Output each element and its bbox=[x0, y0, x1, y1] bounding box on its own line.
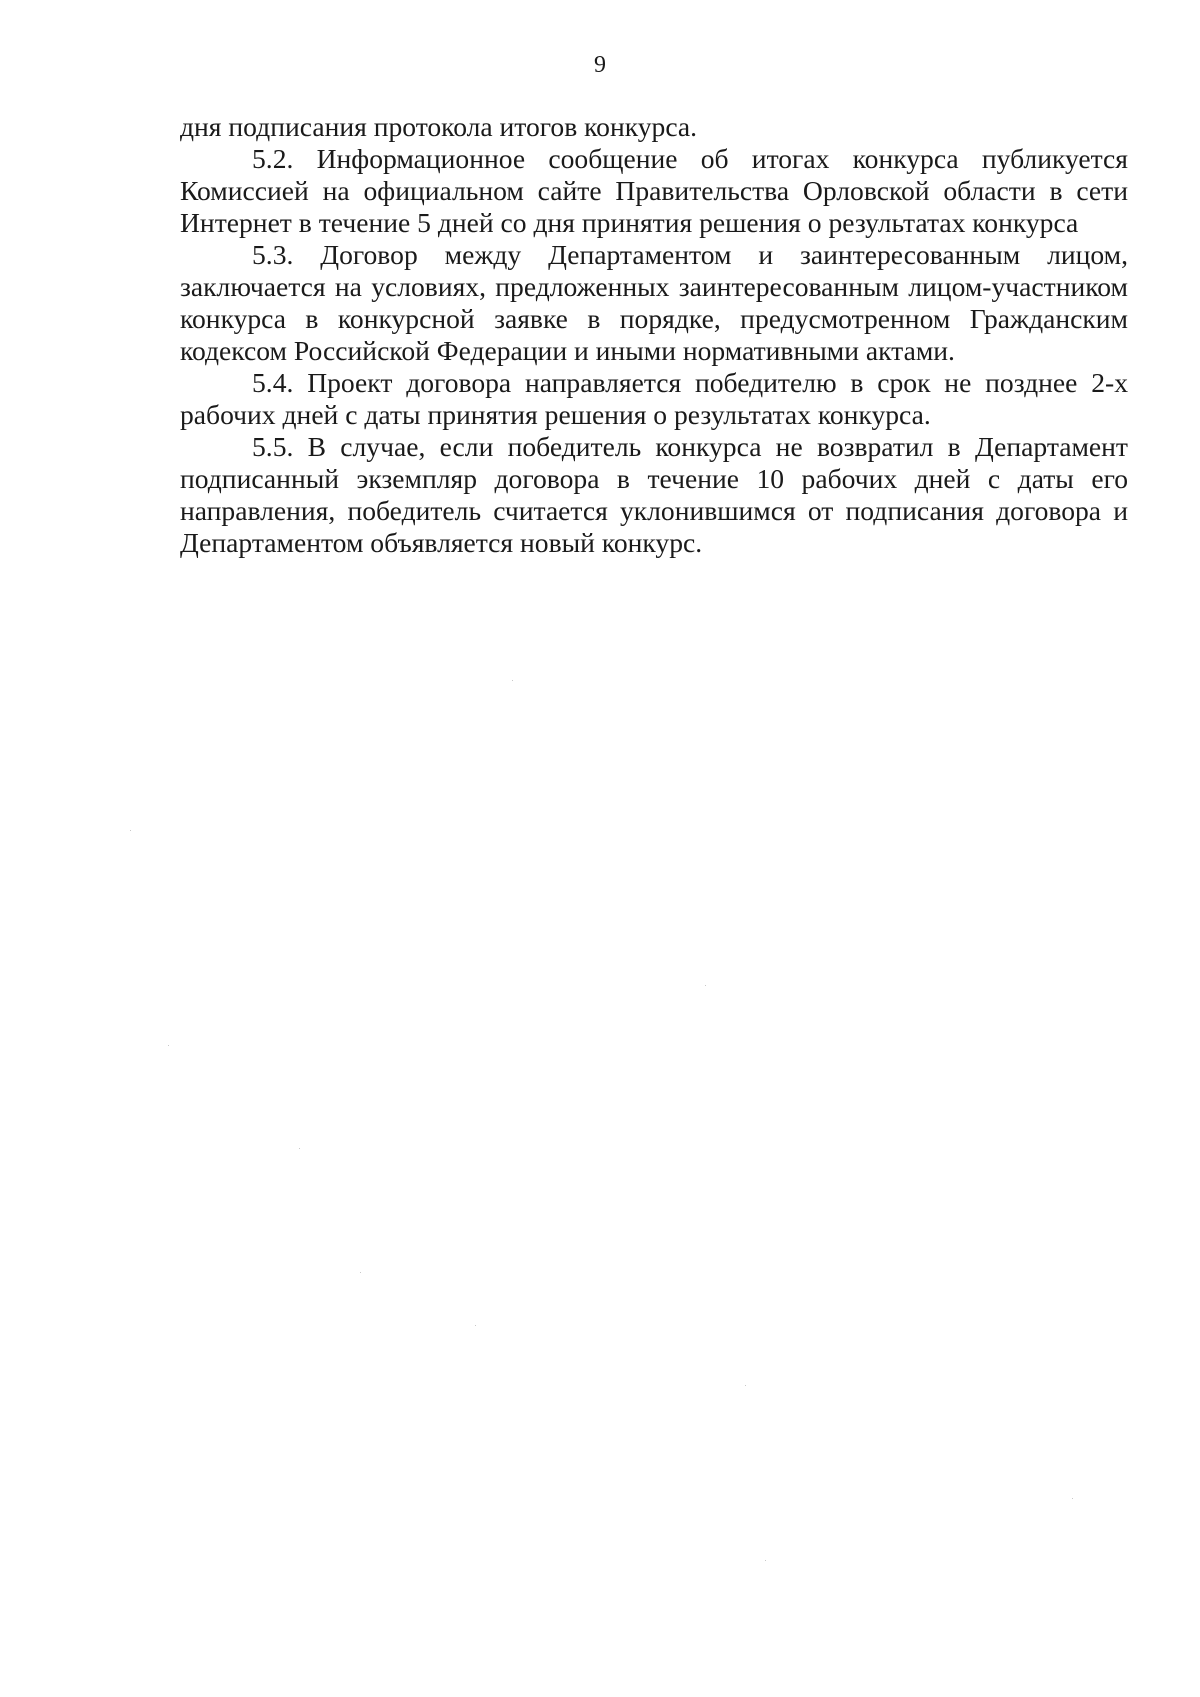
document-body bbox=[180, 111, 1128, 559]
scan-speck bbox=[1072, 1498, 1073, 1499]
scan-speck bbox=[130, 830, 131, 831]
scan-speck bbox=[168, 1045, 169, 1046]
paragraph-continuation: дня подписания протокола итогов конкурса. bbox=[180, 111, 698, 142]
paragraph-5-2: 5.2. Информационное сообщение об итогах конкурса публикуется Комиссией на официальном сайте Правительства Орловской области в сети Интернет в течение 5 дней со дня принятия решения о результатах конкурса bbox=[180, 143, 1128, 238]
paragraph-5-5: 5.5. В случае, если победитель конкурса не возвратил в Департамент подписанный экземпляр договора в течение 10 рабочих дней с даты его направления, победитель считается уклонившимся от подписания договора и Департаментом объявляется новый конкурс. bbox=[180, 431, 1128, 558]
scan-speck bbox=[360, 1272, 361, 1273]
scan-speck bbox=[705, 985, 706, 986]
page-number: 9 bbox=[594, 52, 606, 78]
scan-speck bbox=[299, 1148, 300, 1149]
paragraph-5-4: 5.4. Проект договора направляется победителю в срок не позднее 2-х рабочих дней с даты принятия решения о результатах конкурса. bbox=[180, 367, 1128, 430]
scan-speck bbox=[765, 1560, 766, 1561]
scan-speck bbox=[745, 1385, 746, 1386]
scan-speck bbox=[512, 680, 513, 681]
scan-speck bbox=[475, 1325, 476, 1326]
paragraph-5-3: 5.3. Договор между Департаментом и заинтересованным лицом, заключается на условиях, предложенных заинтересованным лицом-участником конкурса в конкурсной заявке в порядке, предусмотренном Гражданским кодексом Российской Федерации и иными нормативными актами. bbox=[180, 239, 1128, 366]
